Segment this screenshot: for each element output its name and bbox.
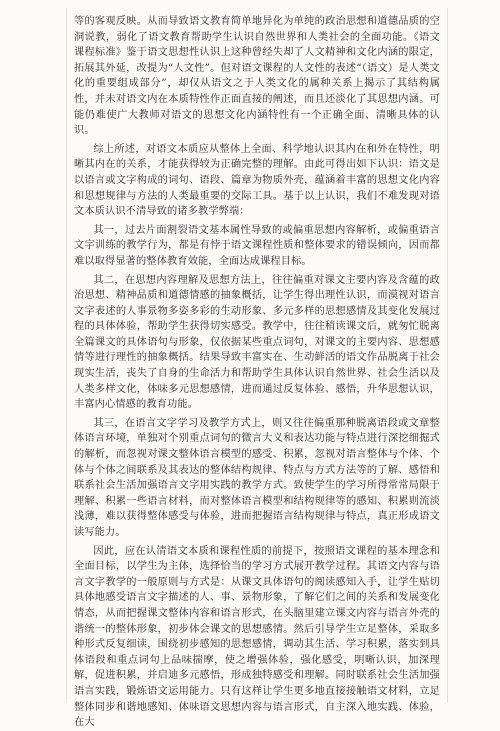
paragraph-point-two: 其二，在思想内容理解及思想方法上，往往偏重对课文主要内容及含蕴的政治思想、精神品质和道德情感的抽象概括，让学生得出理性认识，而漠视对语言文字表述的人事景物多姿多彩的生动形象、多元多样的思想感情及其变化发展过程的具体体验，帮助学生获得切实感受。教学中，往往稍读课文后，就匆忙脱离全篇课文的具体语句与形象，仅依据某些重点词句，对课文的主要内容、思想感情等进行理性的抽象概括。结果导致丰富实在、生动鲜活的语文作品脱离于社会现实生活，丧失了自身的生命活力和帮助学生具体认识自然世界、社会生活以及人类多样文化，体味多元思想感情，进而通过反复体验、感悟，升华思想认识，丰富内心情感的教育功能。 <box>74 274 440 411</box>
paragraph-summary: 综上所述，对语文本质应从整体上全面、科学地认识其内在和外在特性，明晰其内在的关系，才能获得较为正确完整的理解。由此可得出如下认识：语文是以语言或文字构成的词句、语段、篇章为物质外壳，蕴涵着丰富的思想文化内容和思想规律与方法的人类最重要的交际工具。基于以上认识，我们不难发现对语文本质认识不清导致的诸多教学弊端： <box>74 143 440 218</box>
page-right-border <box>447 8 448 703</box>
paragraph-point-one: 其一，过去片面割裂语文基本属性导致的或偏重思想内容解析，或偏重语言文字训练的教学行为，都是有悖于语文课程性质和整体要求的错误倾向，因而都难以取得显著的整体教育效能，全面达成课程目标。 <box>74 224 440 267</box>
paragraph-conclusion: 因此，应在认清语文本质和课程性质的前提下，按照语文课程的基本理念和全面目标，以学生为主体，选择恰当的学习方式展开教学过程。其语文内容与语言文字教学的一般原则与方式是：从课文具体语句的阅读感知入手，让学生贴切具体地感受语言文字描述的人、事、景物形象，了解它们之间的关系和发展变化情态，从而把握课文整体内容和语言形式，在头脑里建立课文内容与语言外壳的谐统一的整体形象，初步体会课文的思想感情。然后引导学生立足整体，采取多种形式反复细读，围绕初步感知的思想感情，调动其生活、学习积累，落实到具体语段和重点词句上品味揣摩，使之增强体验，强化感受，明晰认识，加深理解，促进积累，并启迪多元感悟，形成独特感受和理解。同时联系社会生活加强语言实践，锻炼语文运用能力。只有这样让学生更多地直接接触语文材料，立足整体同步和谐地感知、体味语文思想内容与语言形式，自主深入地实践、体验，在大 <box>74 545 440 729</box>
paragraph-point-three: 其三，在语言文字学习及教学方式上，则又往往偏重那种脱离语段或文章整体语言环境，单独对个别重点词句的微言大义和表达功能与特点进行深挖细掘式的解析，而忽视对课文整体语言模型的感受、积累，忽视对语言整体与个体、个体与个体之间联系及其表达的整体结构规律、特点与方式方法等的了解、感悟和联系社会生活加强语言文字用实践的教学方式。致使学生的学习所得常常局限于理解、积累一些语言材料，而对整体语言模型和结构规律等的感知、积累则流淡浅薄，难以获得整体感受与体验，进而把握语言结构规律与特点，真正形成语文读写能力。 <box>74 417 440 538</box>
page-left-border <box>66 8 67 703</box>
paragraph-intro-continuation: 等的客观反映。从而导致语文教育简单地异化为单纯的政治思想和道德品质的空洞说教，弱化了语文教育帮助学生认识自然世界和人类社会的全面功能。《语文课程标准》鉴于语文思想性认识上这种曾经失却了人文精神和文化内涵的限定，拓展其外延，改提为“人文性”。但对语文课程的人文性的表述“（语文）是人类文化的重要组成部分”，却仅从语文之于人类文化的属种关系上揭示了其结构属性，并未对语文内在本质特性作正面直接的阐述，而且还淡化了其思想内涵。可能仍难使广大教师对语文的思想文化内涵特性有一个正确全面、清晰具体的认识。 <box>74 16 440 137</box>
